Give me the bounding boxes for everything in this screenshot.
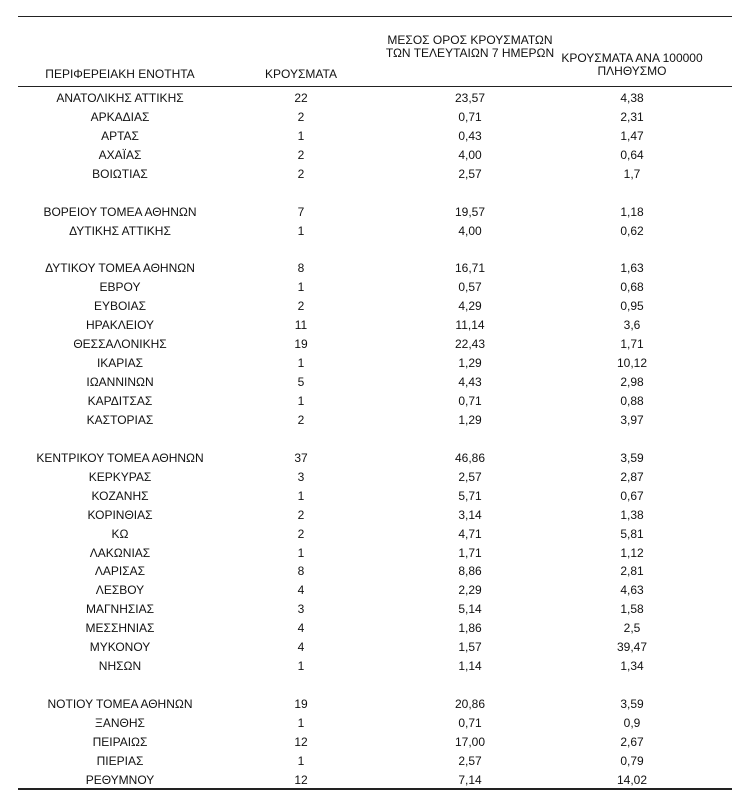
header-avg7: ΜΕΣΟΣ ΟΡΟΣ ΚΡΟΥΣΜΑΤΩΝ ΤΩΝ ΤΕΛΕΥΤΑΙΩΝ 7 ΗΜΕΡΩΝ bbox=[385, 33, 555, 60]
per100k-cell: 4,38 bbox=[620, 91, 644, 105]
table-row bbox=[0, 468, 734, 487]
cases-cell: 8 bbox=[297, 564, 305, 579]
region-cell: ΒΟΡΕΙΟΥ ΤΟΜΕΑ ΑΘΗΝΩΝ bbox=[43, 204, 197, 219]
region-cell: ΚΕΡΚΥΡΑΣ bbox=[88, 469, 152, 484]
avg7-cell: 2,57 bbox=[458, 469, 482, 484]
cases-cell: 2 bbox=[297, 109, 305, 124]
cases-cell: 1 bbox=[297, 394, 305, 408]
per100k-cell: 5,81 bbox=[620, 526, 644, 541]
cases-cell: 7 bbox=[297, 204, 305, 219]
per100k-cell: 0,79 bbox=[620, 753, 644, 768]
per100k-cell: 0,95 bbox=[620, 299, 644, 314]
cases-cell: 1 bbox=[297, 659, 305, 674]
cases-cell: 2 bbox=[297, 147, 305, 162]
avg7-cell: 22,43 bbox=[454, 337, 486, 352]
region-cell: ΛΑΚΩΝΙΑΣ bbox=[89, 545, 151, 560]
region-cell: ΝΟΤΙΟΥ ΤΟΜΕΑ ΑΘΗΝΩΝ bbox=[47, 697, 193, 711]
region-cell: ΘΕΣΣΑΛΟΝΙΚΗΣ bbox=[73, 337, 167, 352]
region-cell: ΑΧΑΪΑΣ bbox=[98, 147, 142, 162]
per100k-cell: 3,97 bbox=[620, 412, 644, 427]
table-row bbox=[0, 657, 734, 676]
cases-cell: 3 bbox=[297, 602, 305, 617]
avg7-cell: 0,57 bbox=[458, 280, 482, 295]
avg7-cell: 1,14 bbox=[458, 659, 482, 674]
header-region: ΠΕΡΙΦΕΡΕΙΑΚΗ ΕΝΟΤΗΤΑ bbox=[45, 67, 195, 81]
avg7-cell: 16,71 bbox=[454, 261, 486, 276]
per100k-cell: 2,31 bbox=[620, 109, 644, 124]
region-cell: ΛΑΡΙΣΑΣ bbox=[94, 564, 146, 579]
table-row bbox=[0, 525, 734, 544]
table-row bbox=[0, 278, 734, 297]
region-cell: ΙΩΑΝΝΙΝΩΝ bbox=[86, 375, 154, 390]
table-row bbox=[0, 316, 734, 335]
per100k-cell: 1,71 bbox=[620, 337, 644, 352]
region-cell: ΠΕΙΡΑΙΩΣ bbox=[92, 734, 148, 749]
cases-cell: 1 bbox=[297, 715, 305, 730]
avg7-cell: 5,71 bbox=[458, 488, 482, 503]
table-row bbox=[0, 752, 734, 771]
avg7-cell: 2,57 bbox=[458, 166, 482, 181]
avg7-cell: 4,71 bbox=[458, 526, 482, 541]
cases-cell: 19 bbox=[294, 337, 308, 352]
per100k-cell: 1,63 bbox=[620, 261, 644, 276]
per100k-cell: 0,68 bbox=[620, 280, 644, 295]
cases-cell: 5 bbox=[297, 375, 305, 390]
per100k-cell: 1,38 bbox=[620, 507, 644, 522]
per100k-cell: 1,34 bbox=[620, 659, 644, 674]
table-row bbox=[0, 544, 734, 563]
cases-cell: 2 bbox=[297, 507, 305, 522]
table-row bbox=[0, 165, 734, 184]
cases-cell: 12 bbox=[294, 772, 308, 787]
avg7-cell: 3,14 bbox=[458, 507, 482, 522]
table-top-rule bbox=[18, 16, 732, 17]
region-cell: ΙΚΑΡΙΑΣ bbox=[96, 356, 144, 371]
cases-cell: 2 bbox=[297, 412, 305, 427]
per100k-cell: 0,64 bbox=[620, 147, 644, 162]
cases-cell: 4 bbox=[297, 621, 305, 636]
cases-cell: 37 bbox=[294, 450, 308, 465]
cases-cell: 4 bbox=[297, 583, 305, 598]
per100k-cell: 1,12 bbox=[620, 545, 644, 560]
table-row bbox=[0, 259, 734, 278]
region-cell: ΕΥΒΟΙΑΣ bbox=[93, 299, 147, 314]
per100k-cell: 2,87 bbox=[620, 469, 644, 484]
per100k-cell: 4,63 bbox=[620, 583, 644, 598]
avg7-cell: 7,14 bbox=[458, 772, 482, 787]
table-row bbox=[0, 335, 734, 354]
per100k-cell: 2,98 bbox=[620, 375, 644, 390]
cases-cell: 19 bbox=[294, 697, 308, 711]
region-cell: ΜΕΣΣΗΝΙΑΣ bbox=[85, 621, 155, 636]
per100k-cell: 0,9 bbox=[623, 715, 641, 730]
avg7-cell: 2,29 bbox=[458, 583, 482, 598]
region-cell: ΜΑΓΝΗΣΙΑΣ bbox=[85, 602, 155, 617]
avg7-cell: 8,86 bbox=[458, 564, 482, 579]
avg7-cell: 0,71 bbox=[458, 109, 482, 124]
region-cell: ΚΩ bbox=[111, 526, 129, 541]
spacer-row bbox=[0, 184, 734, 203]
per100k-cell: 10,12 bbox=[616, 356, 648, 371]
cases-cell: 1 bbox=[297, 128, 305, 143]
cases-cell: 4 bbox=[297, 640, 305, 655]
cases-cell: 8 bbox=[297, 261, 305, 276]
avg7-cell: 5,14 bbox=[458, 602, 482, 617]
avg7-cell: 2,57 bbox=[458, 753, 482, 768]
avg7-cell: 1,29 bbox=[458, 412, 482, 427]
table-row bbox=[0, 600, 734, 619]
table-row bbox=[0, 297, 734, 316]
avg7-cell: 1,71 bbox=[458, 545, 482, 560]
table-row bbox=[0, 203, 734, 222]
header-per100k: ΚΡΟΥΣΜΑΤΑ ΑΝΑ 100000 ΠΛΗΘΥΣΜΟ bbox=[561, 51, 703, 78]
table-row bbox=[0, 695, 734, 714]
per100k-cell: 3,59 bbox=[620, 450, 644, 465]
region-cell: ΚΑΡΔΙΤΣΑΣ bbox=[87, 394, 153, 408]
table-row bbox=[0, 581, 734, 600]
per100k-cell: 1,58 bbox=[620, 602, 644, 617]
avg7-cell: 11,14 bbox=[455, 318, 485, 333]
avg7-cell: 23,57 bbox=[454, 91, 486, 105]
avg7-cell: 4,00 bbox=[458, 147, 482, 162]
spacer-row bbox=[0, 430, 734, 449]
avg7-cell: 4,00 bbox=[458, 223, 482, 238]
cases-cell: 2 bbox=[297, 166, 305, 181]
region-cell: ΚΟΖΑΝΗΣ bbox=[91, 488, 149, 503]
cases-cell: 1 bbox=[297, 545, 305, 560]
region-cell: ΔΥΤΙΚΗΣ ΑΤΤΙΚΗΣ bbox=[69, 223, 171, 238]
region-cell: ΔΥΤΙΚΟΥ ΤΟΜΕΑ ΑΘΗΝΩΝ bbox=[45, 261, 195, 276]
avg7-cell: 4,29 bbox=[458, 299, 482, 314]
table-row bbox=[0, 222, 734, 241]
table-row bbox=[0, 411, 734, 430]
region-cell: ΠΙΕΡΙΑΣ bbox=[96, 753, 144, 768]
per100k-cell: 2,5 bbox=[623, 621, 641, 636]
table-row bbox=[0, 619, 734, 638]
region-cell: ΒΟΙΩΤΙΑΣ bbox=[92, 166, 148, 181]
per100k-cell: 3,6 bbox=[623, 318, 641, 333]
table-row bbox=[0, 127, 734, 146]
table-row bbox=[0, 714, 734, 733]
table-body bbox=[0, 89, 734, 790]
per100k-cell: 1,18 bbox=[620, 204, 644, 219]
region-cell: ΚΑΣΤΟΡΙΑΣ bbox=[86, 412, 154, 427]
region-cell: ΡΕΘΥΜΝΟΥ bbox=[85, 772, 155, 787]
avg7-cell: 0,71 bbox=[458, 394, 482, 408]
table-row bbox=[0, 487, 734, 506]
spacer-row bbox=[0, 241, 734, 260]
per100k-cell: 14,02 bbox=[616, 772, 648, 787]
cases-cell: 2 bbox=[297, 526, 305, 541]
region-cell: ΛΕΣΒΟΥ bbox=[95, 583, 145, 598]
avg7-cell: 19,57 bbox=[454, 204, 486, 219]
avg7-cell: 1,86 bbox=[458, 621, 482, 636]
table-bottom-rule bbox=[18, 788, 732, 790]
table-row bbox=[0, 146, 734, 165]
table-row bbox=[0, 449, 734, 468]
avg7-cell: 0,71 bbox=[458, 715, 482, 730]
header-rule bbox=[18, 86, 732, 87]
cases-cell: 1 bbox=[297, 488, 305, 503]
table-row bbox=[0, 392, 734, 411]
per100k-cell: 2,81 bbox=[620, 564, 644, 579]
cases-cell: 12 bbox=[294, 734, 308, 749]
cases-cell: 1 bbox=[297, 280, 305, 295]
region-cell: ΑΝΑΤΟΛΙΚΗΣ ΑΤΤΙΚΗΣ bbox=[56, 91, 184, 105]
region-cell: ΕΒΡΟΥ bbox=[99, 280, 141, 295]
table-row bbox=[0, 638, 734, 657]
region-cell: ΚΕΝΤΡΙΚΟΥ ΤΟΜΕΑ ΑΘΗΝΩΝ bbox=[36, 450, 204, 465]
avg7-cell: 4,43 bbox=[458, 375, 482, 390]
table-row bbox=[0, 733, 734, 752]
region-cell: ΑΡΤΑΣ bbox=[101, 128, 139, 143]
header-cases: ΚΡΟΥΣΜΑΤΑ bbox=[265, 67, 337, 81]
table-row bbox=[0, 562, 734, 581]
cases-cell: 1 bbox=[297, 753, 305, 768]
table-row bbox=[0, 771, 734, 790]
per100k-cell: 0,62 bbox=[620, 223, 644, 238]
avg7-cell: 1,57 bbox=[458, 640, 482, 655]
cases-cell: 3 bbox=[297, 469, 305, 484]
per100k-cell: 3,59 bbox=[620, 697, 644, 711]
table-row bbox=[0, 373, 734, 392]
avg7-cell: 20,86 bbox=[454, 697, 486, 711]
avg7-cell: 17,00 bbox=[454, 734, 486, 749]
cases-cell: 1 bbox=[297, 356, 305, 371]
region-cell: ΚΟΡΙΝΘΙΑΣ bbox=[87, 507, 153, 522]
table-row bbox=[0, 354, 734, 373]
per100k-cell: 2,67 bbox=[620, 734, 644, 749]
spacer-row bbox=[0, 676, 734, 695]
region-cell: ΞΑΝΘΗΣ bbox=[95, 715, 145, 730]
region-cell: ΑΡΚΑΔΙΑΣ bbox=[90, 109, 150, 124]
cases-cell: 22 bbox=[294, 91, 308, 105]
region-cell: ΗΡΑΚΛΕΙΟΥ bbox=[85, 318, 155, 333]
per100k-cell: 0,88 bbox=[620, 394, 644, 408]
cases-cell: 1 bbox=[297, 223, 305, 238]
per100k-cell: 1,7 bbox=[623, 166, 641, 181]
region-cell: ΜΥΚΟΝΟΥ bbox=[89, 640, 151, 655]
avg7-cell: 0,43 bbox=[458, 128, 482, 143]
region-cell: ΝΗΣΩΝ bbox=[98, 659, 142, 674]
cases-cell: 11 bbox=[294, 318, 308, 333]
table-row bbox=[0, 506, 734, 525]
avg7-cell: 1,29 bbox=[458, 356, 482, 371]
table-row bbox=[0, 108, 734, 127]
per100k-cell: 0,67 bbox=[620, 488, 644, 503]
cases-cell: 2 bbox=[297, 299, 305, 314]
table-row bbox=[0, 89, 734, 108]
avg7-cell: 46,86 bbox=[454, 450, 486, 465]
per100k-cell: 1,47 bbox=[620, 128, 644, 143]
per100k-cell: 39,47 bbox=[616, 640, 648, 655]
